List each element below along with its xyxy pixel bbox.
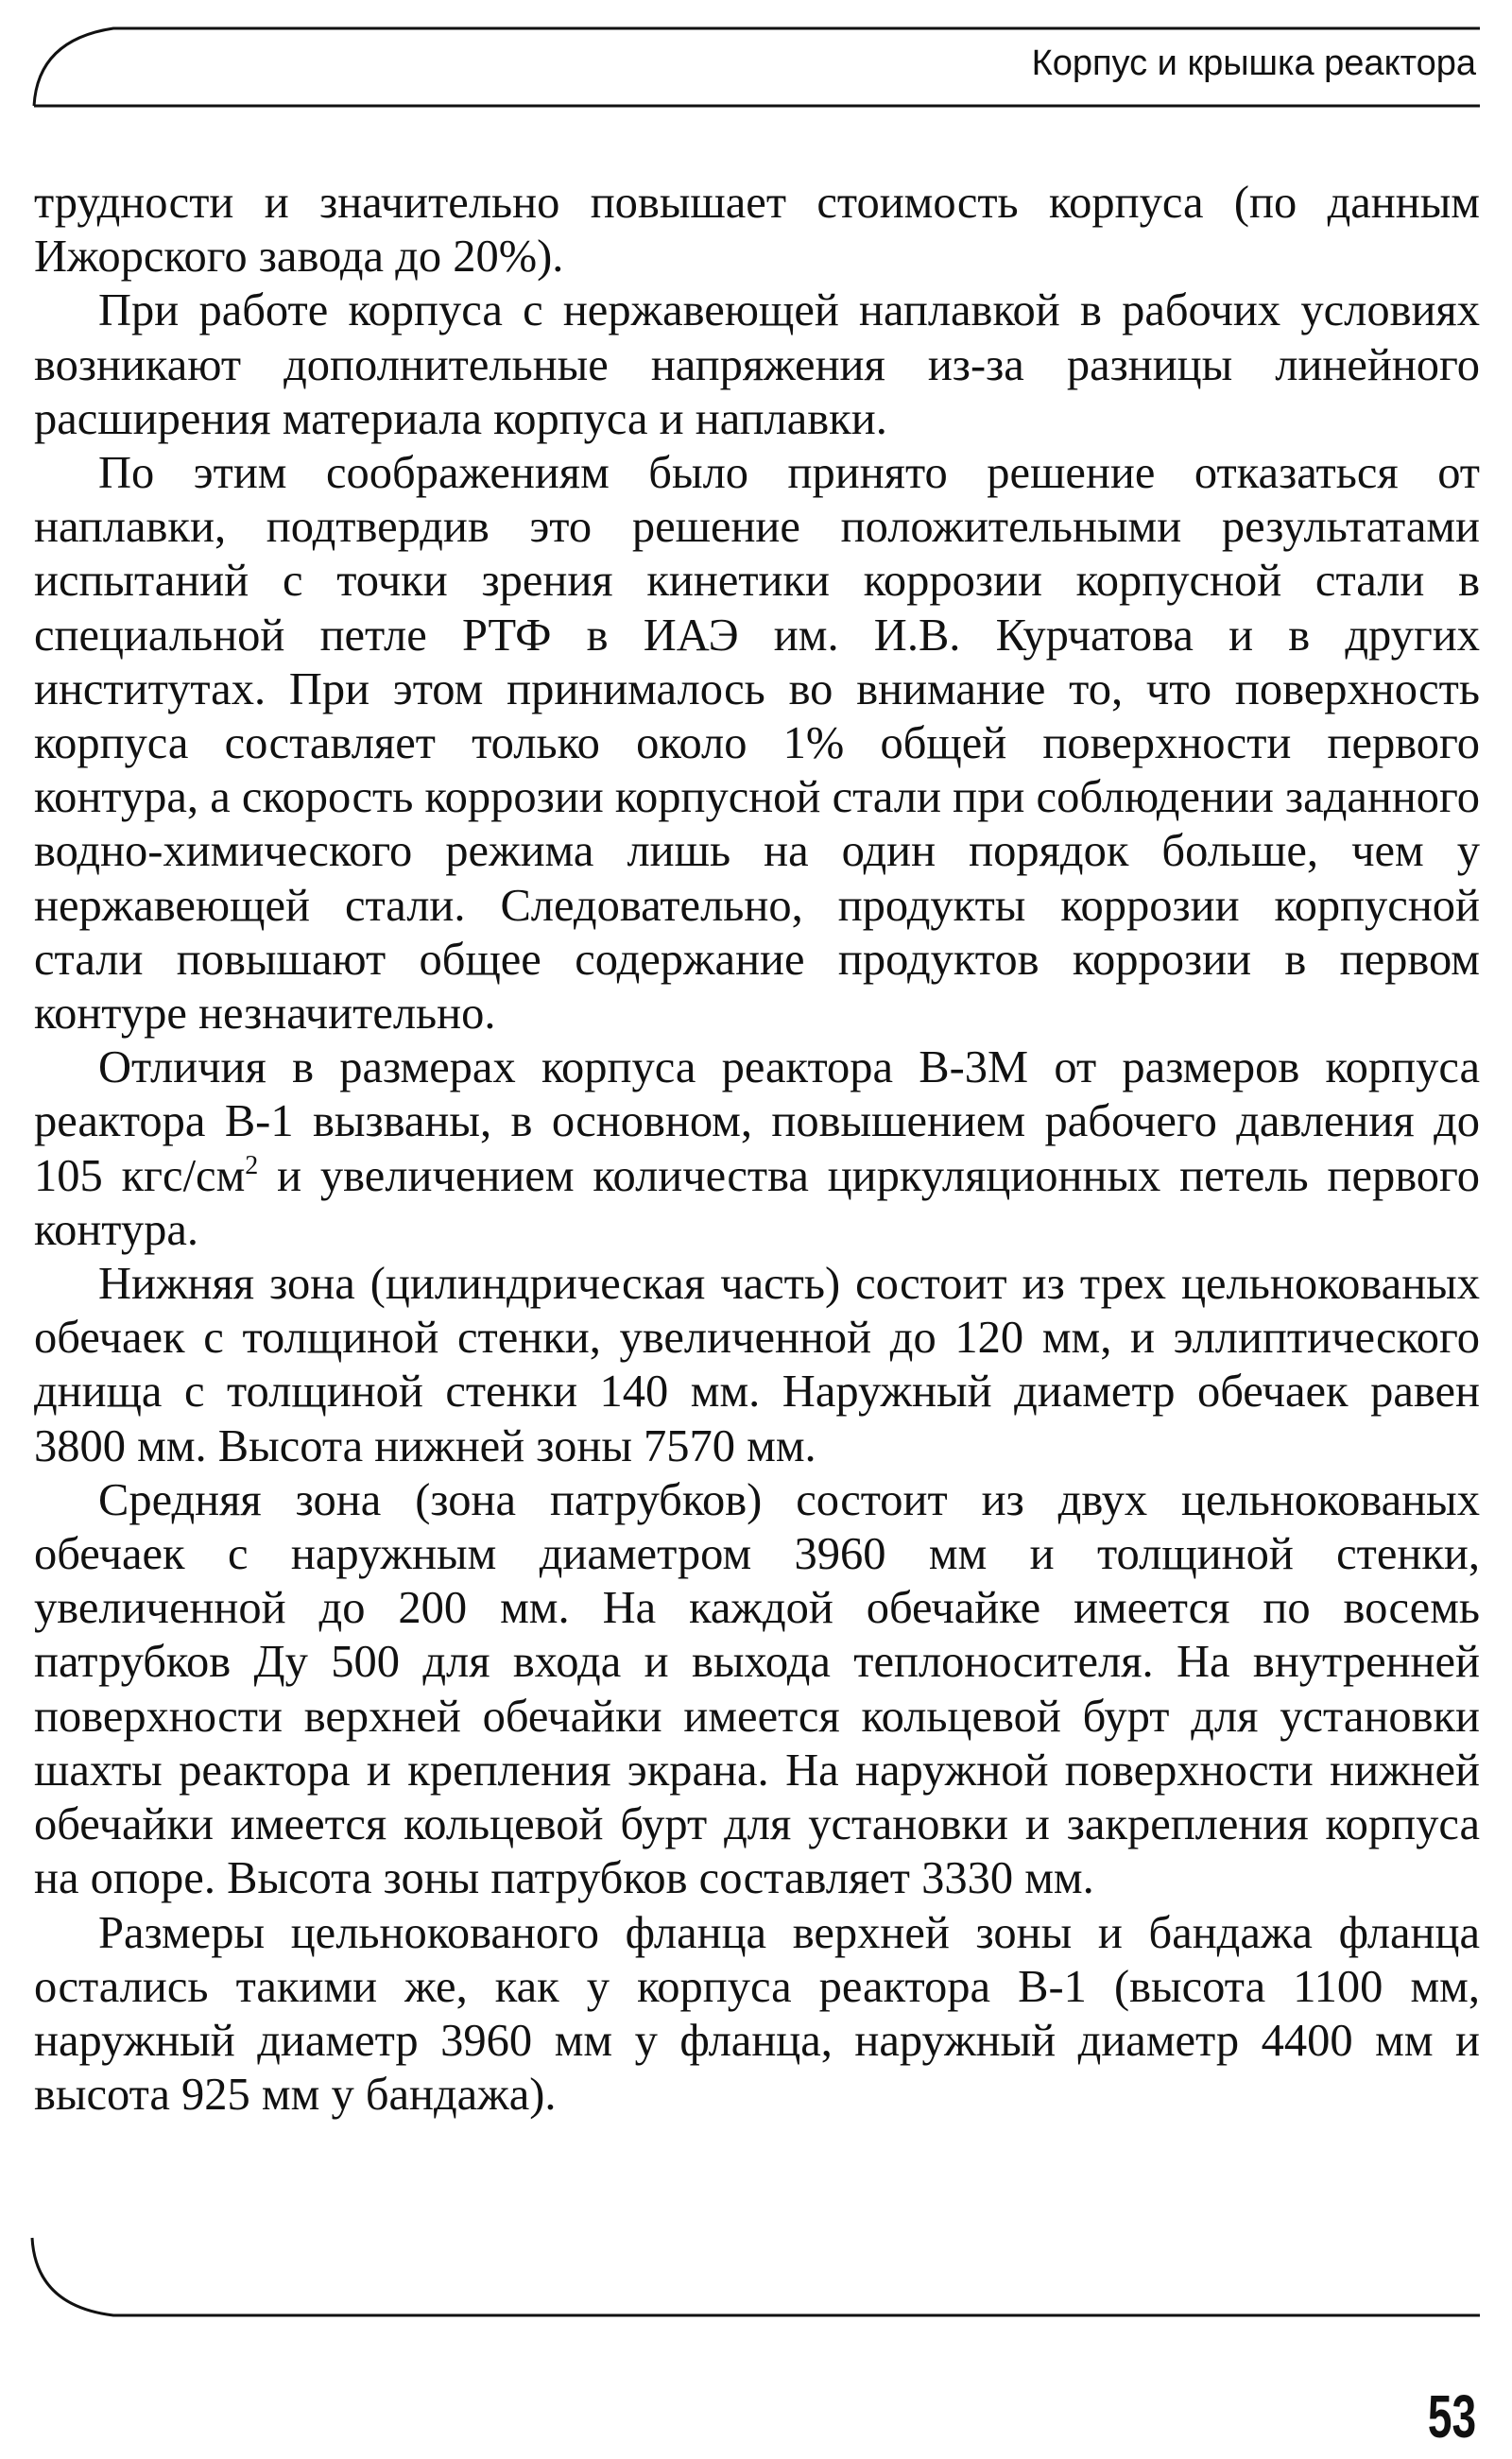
paragraph-7: Размеры цельнокованого фланца верхней зоны и бандажа фланца остались такими же, как у корпуса реактора В-1 (высота 1100 мм, наружный диаметр 3960 мм у фланца, наружный диаметр 4400 мм и высота 925 мм у бандажа).: [34, 1907, 1480, 2121]
running-header: Корпус и крышка реактора: [1031, 43, 1476, 83]
paragraph-3: По этим соображениям было принято решение отказаться от наплавки, подтвердив это решение положительными результатами испытаний с точки зрения кинетики коррозии корпусной стали в специальной петле РТФ в ИАЭ им. И.В. Курчатова и в других институтах. При этом принималось во внимание то, что поверхность корпуса составляет только около 1% общей поверхности первого контура, а скорость коррозии корпусной стали при соблюдении заданного водно-химического режима лишь на один порядок больше, чем у нержавеющей стали. Следовательно, продукты коррозии корпусной стали повышают общее содержание продуктов коррозии в первом контуре незначительно.: [34, 448, 1480, 1040]
paragraph-2: При работе корпуса с нержавеющей наплавкой в рабочих условиях возникают дополнительные напряжения из-за разницы линейного расширения материала корпуса и наплавки.: [34, 285, 1480, 444]
paragraph-4: [34, 1040, 1480, 1257]
bottom-frame-curve: [32, 2238, 1480, 2315]
paragraph-4-text-after: и увеличением количества циркуляционных петель первого контура.: [34, 1150, 1480, 1255]
paragraph-6: Средняя зона (зона патрубков) состоит из двух цельнокованых обечаек с наружным диаметром 3960 мм и толщиной стенки, увеличенной до 200 мм. На каждой обечайке имеется по восемь патрубков Ду 500 для входа и выхода теплоносителя. На внутренней поверхности верхней обечайки имеется кольцевой бурт для установки шахты реактора и крепления экрана. На наружной поверхности нижней обечайки имеется кольцевой бурт для установки и закрепления корпуса на опоре. Высота зоны патрубков составляет 3330 мм.: [34, 1474, 1480, 1904]
body-text: [34, 176, 1480, 2122]
paragraph-4-text-before: Отличия в размерах корпуса реактора В-3М от размеров корпуса реактора В-1 вызваны, в основном, повышением рабочего давления до 105 кгс/см: [34, 1042, 1480, 1201]
paragraph-1: трудности и значительно повышает стоимость корпуса (по данным Ижорского завода до 20%).: [34, 178, 1480, 283]
paragraph-5: Нижняя зона (цилиндрическая часть) состоит из трех цельнокованых обечаек с толщиной стенки, увеличенной до 120 мм, и эллиптического днища с толщиной стенки 140 мм. Наружный диаметр обечаек равен 3800 мм. Высота нижней зоны 7570 мм.: [34, 1259, 1480, 1471]
page-number: 53: [1427, 2382, 1476, 2450]
paragraph-4-superscript: 2: [245, 1150, 259, 1180]
